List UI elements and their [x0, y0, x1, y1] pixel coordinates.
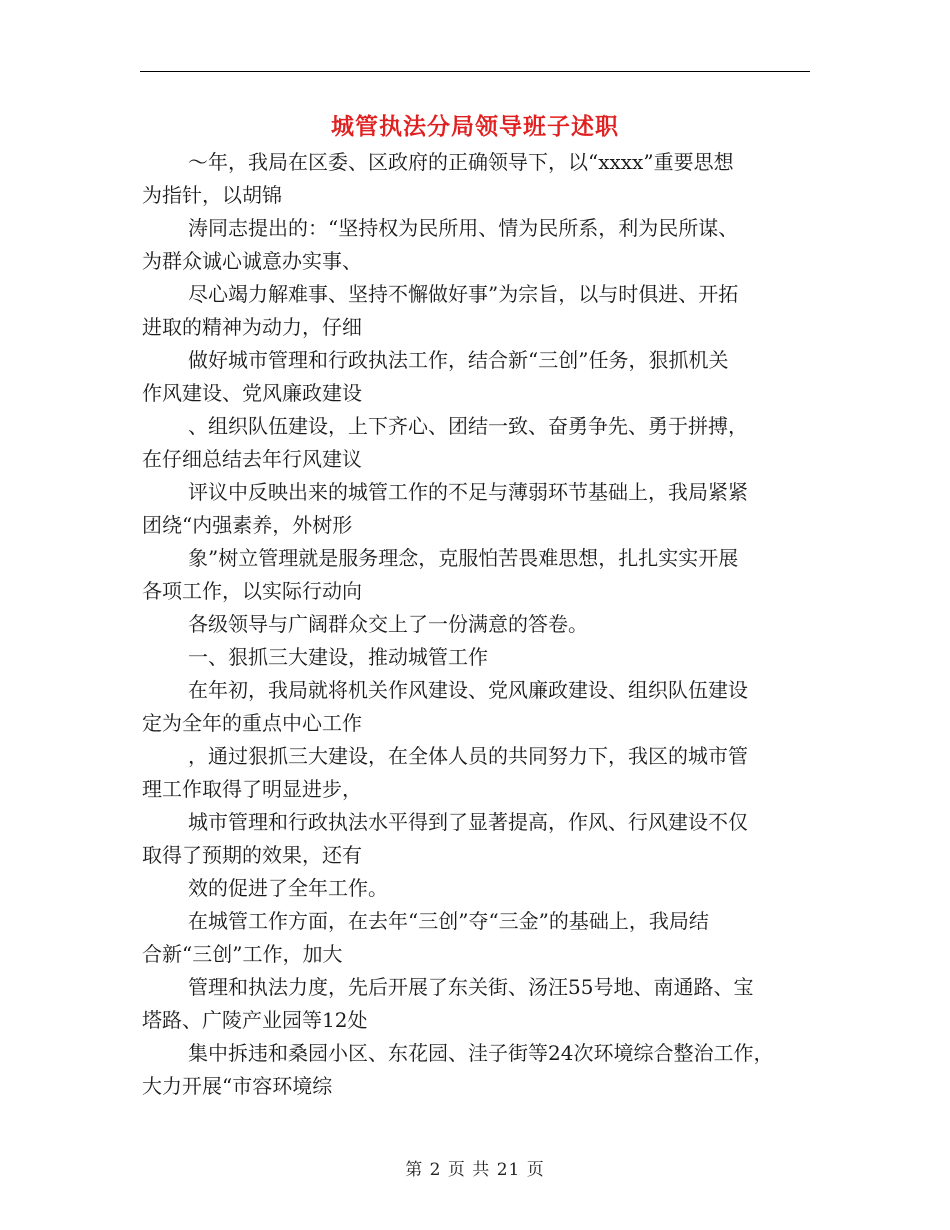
paragraph-line: 理工作取得了明显进步，	[142, 777, 362, 801]
paragraph-line: 在仔细总结去年行风建议	[142, 447, 362, 471]
paragraph-line: 合新“三创”工作，加大	[142, 942, 343, 966]
paragraph	[142, 542, 810, 608]
paragraph-line: 涛同志提出的：“坚持权为民所用、情为民所系，利为民所谋、	[188, 216, 739, 240]
paragraph-line: 象”树立管理就是服务理念，克服怕苦畏难思想，扎扎实实开展	[188, 546, 739, 570]
paragraph-line: 在城管工作方面，在去年“三创”夺“三金”的基础上，我局结	[188, 909, 709, 933]
paragraph	[142, 146, 810, 212]
paragraph-line: 为指针，以胡锦	[142, 183, 282, 207]
paragraph-line: 评议中反映出来的城管工作的不足与薄弱环节基础上，我局紧紧	[188, 480, 748, 504]
paragraph-line: ，通过狠抓三大建设，在全体人员的共同努力下，我区的城市管	[188, 744, 748, 768]
paragraph-line: 进取的精神为动力，仔细	[142, 315, 362, 339]
paragraph-line: 管理和执法力度，先后开展了东关街、汤汪55号地、南通路、宝	[188, 975, 754, 999]
paragraph	[142, 740, 810, 806]
paragraph-line: 各项工作，以实际行动向	[142, 579, 362, 603]
paragraph	[142, 872, 810, 905]
paragraph-line: 团绕“内强素养，外树形	[142, 513, 353, 537]
paragraph	[142, 476, 810, 542]
paragraph-line: ～年，我局在区委、区政府的正确领导下，以“xxxx”重要思想	[188, 150, 734, 174]
paragraph	[142, 608, 810, 641]
paragraph	[142, 344, 810, 410]
paragraph	[142, 212, 810, 278]
paragraph-line: 尽心竭力解难事、坚持不懈做好事”为宗旨，以与时俱进、开拓	[188, 282, 739, 306]
header-rule	[140, 71, 810, 72]
paragraph-line: 大力开展“市容环境综	[142, 1074, 333, 1098]
paragraph	[142, 278, 810, 344]
paragraph-line: 定为全年的重点中心工作	[142, 711, 362, 735]
paragraph-line: 塔路、广陵产业园等12处	[142, 1008, 368, 1032]
document-body	[142, 146, 810, 1103]
paragraph	[142, 1037, 810, 1103]
paragraph-line: 集中拆违和桑园小区、东花园、洼子街等24次环境综合整治工作，	[188, 1041, 774, 1065]
paragraph	[142, 674, 810, 740]
document-title: 城管执法分局领导班子述职	[331, 113, 619, 140]
paragraph	[142, 641, 810, 674]
paragraph-line: 为群众诚心诚意办实事、	[142, 249, 362, 273]
paragraph-line: 、组织队伍建设，上下齐心、团结一致、奋勇争先、勇于拼搏，	[188, 414, 748, 438]
paragraph-line: 一、狠抓三大建设，推动城管工作	[188, 645, 488, 669]
paragraph-line: 城市管理和行政执法水平得到了显著提高，作风、行风建设不仅	[188, 810, 748, 834]
paragraph-line: 效的促进了全年工作。	[188, 876, 388, 900]
paragraph	[142, 905, 810, 971]
paragraph-line: 作风建设、党风廉政建设	[142, 381, 362, 405]
paragraph	[142, 971, 810, 1037]
paragraph	[142, 806, 810, 872]
paragraph-line: 取得了预期的效果，还有	[142, 843, 362, 867]
paragraph-line: 在年初，我局就将机关作风建设、党风廉政建设、组织队伍建设	[188, 678, 748, 702]
paragraph	[142, 410, 810, 476]
page-number-footer: 第 2 页 共 21 页	[405, 1160, 545, 1180]
paragraph-line: 做好城市管理和行政执法工作，结合新“三创”任务，狠抓机关	[188, 348, 729, 372]
paragraph-line: 各级领导与广阔群众交上了一份满意的答卷。	[188, 612, 588, 636]
